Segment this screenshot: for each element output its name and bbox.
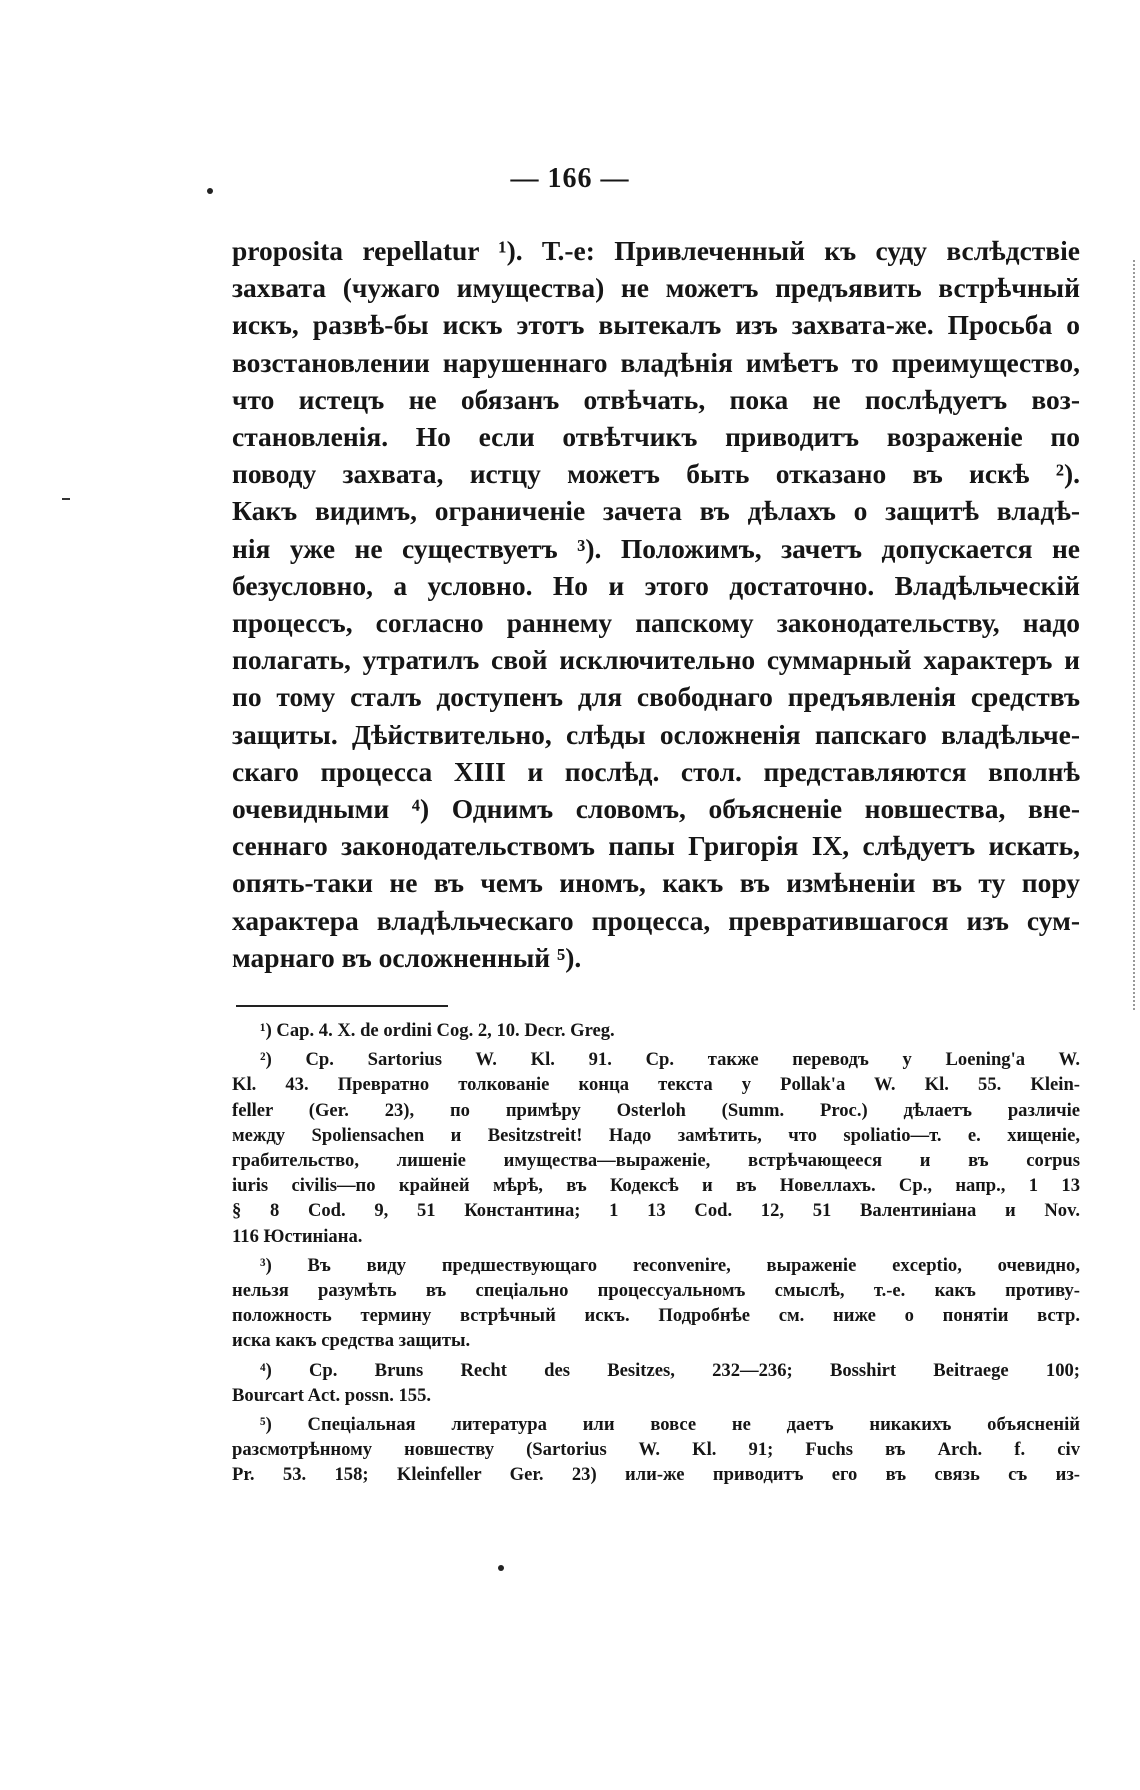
footnote-2 — [232, 1047, 1080, 1249]
body-line: что истецъ не обязанъ отвѣчать, пока не послѣдуетъ воз- — [232, 383, 1080, 415]
footnote-line: между Spoliensachen и Besitzstreit! Надо замѣтить, что spoliatio—т. е. хищеніе, — [232, 1124, 1080, 1146]
footnote-line: Kl. 43. Превратно толкованіе конца текста у Pollak'a W. Kl. 55. Klein- — [232, 1074, 1080, 1096]
ink-speck — [207, 188, 213, 194]
footnote-line: ⁵) Спеціальная литература или вовсе не даетъ никакихъ объясненій — [260, 1414, 1080, 1436]
footnote-3 — [232, 1253, 1080, 1354]
body-line: характера владѣльческаго процесса, превратившагося изъ сум- — [232, 904, 1080, 936]
footnote-separator — [236, 1005, 448, 1007]
body-line: становленія. Но если отвѣтчикъ приводитъ возраженіе по — [232, 421, 1080, 453]
footnotes-section — [232, 1018, 1080, 1492]
body-line: Какъ видимъ, ограниченіе зачета въ дѣлахъ о защитѣ владѣ- — [232, 495, 1080, 527]
ink-speck — [498, 1565, 504, 1571]
footnote-line: iuris civilis—по крайней мѣрѣ, въ Кодексѣ и въ Новеллахъ. Ср., напр., 1 13 — [232, 1175, 1080, 1197]
main-body-text — [232, 232, 1080, 976]
body-line: поводу захвата, истцу можетъ быть отказано въ искѣ ²). — [232, 458, 1080, 490]
page-number: — 166 — — [510, 163, 630, 194]
footnote-line: нельзя разумѣть въ спеціально процессуальномъ смыслѣ, т.-е. какъ противу- — [232, 1280, 1080, 1302]
page-edge-trace — [1133, 260, 1135, 1010]
body-line: по тому сталъ доступенъ для свободнаго предъявленія средствъ — [232, 681, 1080, 713]
footnote-line: 116 Юстиніана. — [232, 1225, 363, 1247]
footnote-line: ⁴) Ср. Bruns Recht des Besitzes, 232—236; Bosshirt Beitraege 100; — [260, 1359, 1080, 1381]
footnote-line: ²) Ср. Sartorius W. Kl. 91. Ср. также переводъ у Loening'a W. — [260, 1049, 1080, 1071]
footnote-line: ¹) Cap. 4. X. de ordini Cog. 2, 10. Decr. Greg. — [260, 1020, 615, 1041]
body-line: скаго процесса XIII и послѣд. стол. представляются вполнѣ — [232, 755, 1080, 787]
body-line: опять-таки не въ чемъ иномъ, какъ въ измѣненіи въ ту пору — [232, 867, 1080, 899]
body-line: возстановлении нарушеннаго владѣнія имѣетъ то преимущество, — [232, 346, 1080, 378]
body-line: сеннаго законодательствомъ папы Григорія IX, слѣдуетъ искать, — [232, 830, 1080, 862]
body-line: защиты. Дѣйствительно, слѣды осложненія папскаго владѣльче- — [232, 718, 1080, 750]
body-line: нія уже не существуетъ ³). Положимъ, зачетъ допускается не — [232, 532, 1080, 564]
footnote-line: Bourcart Act. possn. 155. — [232, 1384, 432, 1406]
body-line: полагать, утратилъ свой исключительно суммарный характеръ и — [232, 644, 1080, 676]
footnote-line: разсмотрѣнному новшеству (Sartorius W. Kl. 91; Fuchs въ Arch. f. civ — [232, 1439, 1080, 1461]
body-line: захвата (чужаго имущества) не можетъ предъявить встрѣчный — [232, 272, 1080, 304]
footnote-line: грабительство, лишеніе имущества—выраженіе, встрѣчающееся и въ corpus — [232, 1150, 1080, 1172]
footnote-4 — [232, 1358, 1080, 1408]
body-line: искъ, развѣ-бы искъ этотъ вытекалъ изъ захвата-же. Просьба о — [232, 309, 1080, 341]
footnote-line: иска какъ средства защиты. — [232, 1330, 471, 1352]
body-line: proposita repellatur ¹). Т.-е: Привлеченный къ суду вслѣдствіе — [232, 235, 1080, 266]
footnote-line: положность термину встрѣчный искъ. Подробнѣе см. ниже о понятіи встр. — [232, 1305, 1080, 1327]
footnote-line: ³) Въ виду предшествующаго reconvenire, выраженіе exceptio, очевидно, — [260, 1254, 1080, 1276]
footnote-5 — [232, 1412, 1080, 1488]
body-line: марнаго въ осложненный ⁵). — [232, 941, 582, 973]
margin-mark — [62, 498, 70, 500]
body-line: очевидными ⁴) Однимъ словомъ, объясненіе новшества, вне- — [232, 793, 1080, 825]
body-line: безусловно, а условно. Но и этого достаточно. Владѣльческій — [232, 569, 1080, 601]
body-line: процессъ, согласно раннему папскому законодательству, надо — [232, 607, 1080, 639]
footnote-line: § 8 Cod. 9, 51 Константина; 1 13 Cod. 12, 51 Валентиніана и Nov. — [232, 1200, 1080, 1222]
footnote-line: feller (Ger. 23), по примѣру Osterloh (Summ. Proc.) дѣлаетъ различіе — [232, 1099, 1080, 1121]
footnote-line: Pr. 53. 158; Kleinfeller Ger. 23) или-же приводитъ его въ связь съ из- — [232, 1464, 1080, 1486]
footnote-1 — [232, 1018, 1080, 1043]
